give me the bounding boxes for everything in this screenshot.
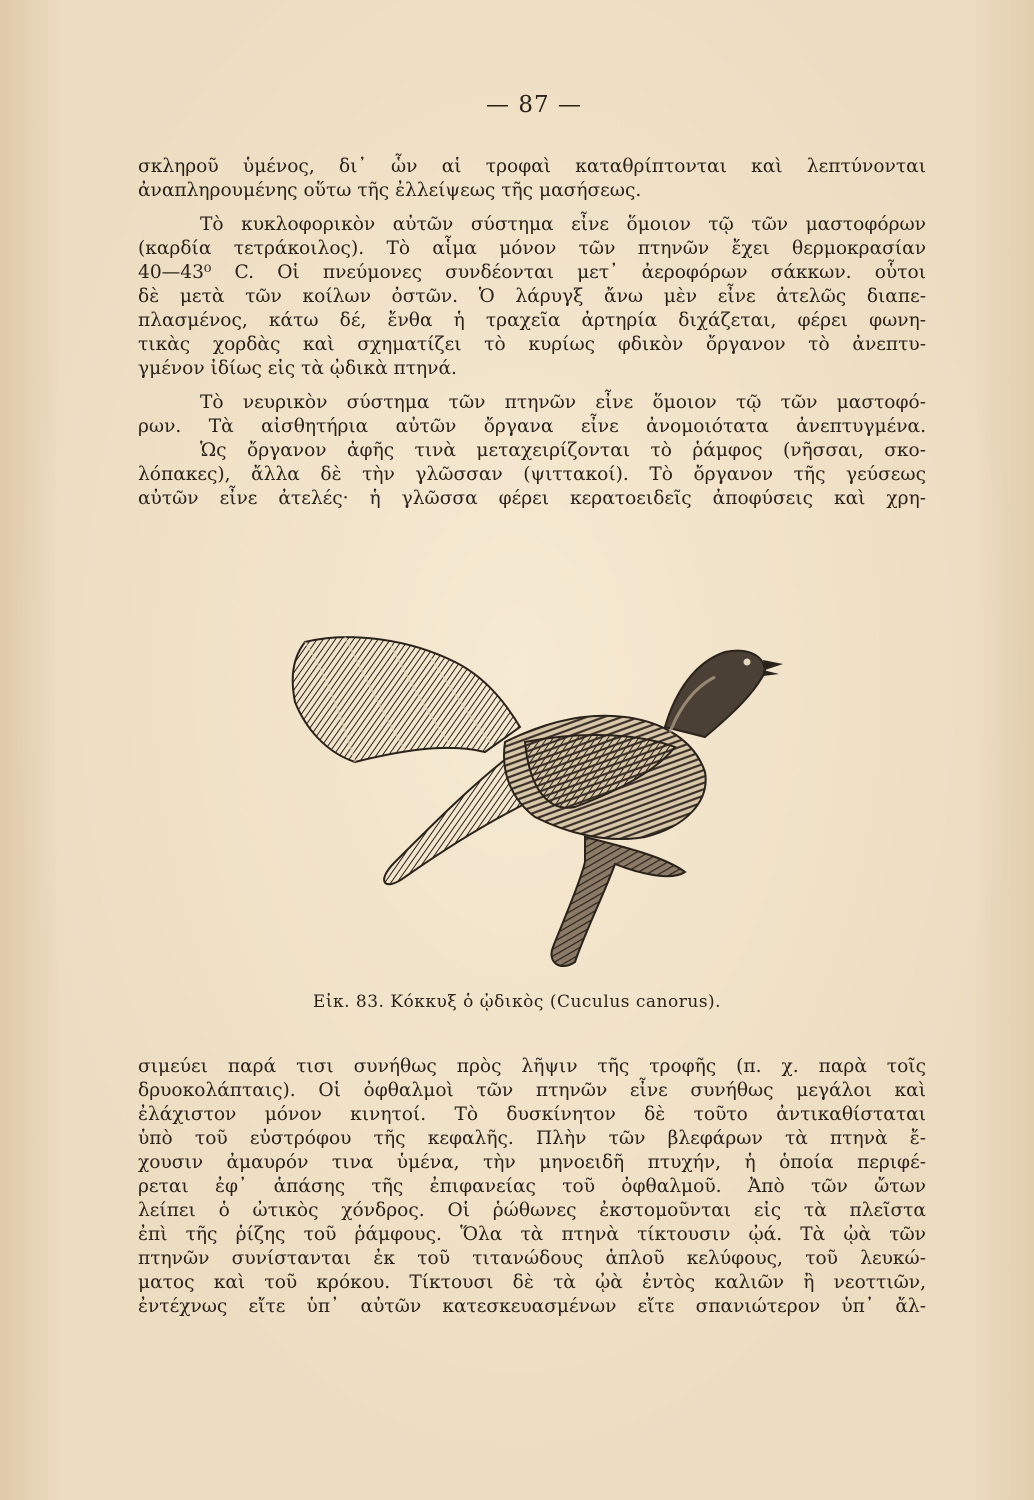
text-line: τικὰς χορδὰς καὶ σχηματίζει τὸ κυρίως φδικὸν ὄργανον τὸ ἀνεπτυ- xyxy=(138,334,926,355)
text-line: ἐντέχνως εἴτε ὑπ᾽ αὐτῶν κατεσκευασμένων εἴτε σπανιώτερον ὑπ᾽ ἄλ- xyxy=(138,1296,926,1317)
text-line: λόπακες), ἄλλα δὲ τὴν γλῶσσαν (ψιττακοί). Τὸ ὄργανον τῆς γεύσεως xyxy=(138,464,926,485)
text-line: αὐτῶν εἶνε ἀτελές· ἡ γλῶσσα φέρει κερατοειδεῖς ἀποφύσεις καὶ χρη- xyxy=(138,488,926,509)
text-line: ἐπὶ τῆς ῥίζης τοῦ ῥάμφους. Ὅλα τὰ πτηνὰ τίκτουσιν ᾠά. Τὰ ᾠὰ τῶν xyxy=(138,1224,926,1245)
text-line: Τὸ κυκλοφορικὸν αὐτῶν σύστημα εἶνε ὅμοιον τῷ τῶν μαστοφόρων xyxy=(200,214,926,235)
text-line: πλασμένος, κάτω δέ, ἔνθα ἡ τραχεῖα ἀρτηρία διχάζεται, φέρει φωνη- xyxy=(138,310,926,331)
text-line: πτηνῶν συνίστανται ἐκ τοῦ τιτανώδους ἁπλοῦ κελύφους, τοῦ λευκώ- xyxy=(138,1248,926,1269)
text-line: ρων. Τὰ αἰσθητήρια αὐτῶν ὄργανα εἶνε ἀνομοιότατα ἀνεπτυγμένα. xyxy=(138,416,926,437)
text-line: λείπει ὁ ὠτικὸς χόνδρος. Οἱ ῥώθωνες ἐκστομοῦνται εἰς τὰ πλεῖστα xyxy=(138,1200,926,1221)
text-line: χουσιν ἀμαυρόν τινα ὑμένα, τὴν μηνοειδῆ πτυχήν, ἡ ὁποία περιφέ- xyxy=(138,1152,926,1173)
text-line: ρεται ἐφ᾽ ἁπάσης τῆς ἐπιφανείας τοῦ ὀφθαλμοῦ. Ἀπὸ τῶν ὤτων xyxy=(138,1176,926,1197)
page-number: — 87 — xyxy=(486,92,582,118)
text-line: δὲ μετὰ τῶν κοίλων ὀστῶν. Ὁ λάρυγξ ἄνω μὲν εἶνε ἀτελῶς διαπε- xyxy=(138,286,926,307)
text-line: ματος καὶ τοῦ κρόκου. Τίκτουσι δὲ τὰ ᾠὰ ἐντὸς καλιῶν ἢ νεοττιῶν, xyxy=(138,1272,926,1293)
text-line: γμένον ἰδίως εἰς τὰ ᾠδικὰ πτηνά. xyxy=(138,358,457,379)
text-line: ὑπὸ τοῦ εὐστρόφου τῆς κεφαλῆς. Πλὴν τῶν βλεφάρων τὰ πτηνὰ ἔ- xyxy=(138,1128,926,1149)
text-line: σιμεύει παρά τισι συνήθως πρὸς λῆψιν τῆς τροφῆς (π. χ. παρὰ τοῖς xyxy=(138,1056,926,1077)
text-line: ἐλάχιστον μόνον κινητοί. Τὸ δυσκίνητον δὲ τοῦτο ἀντικαθίσταται xyxy=(138,1104,926,1125)
text-line: (καρδία τετράκοιλος). Τὸ αἷμα μόνον τῶν πτηνῶν ἔχει θερμοκρασίαν xyxy=(138,238,926,259)
top-text-block xyxy=(138,155,926,511)
text-line: 40—43⁰ C. Οἱ πνεύμονες συνδέονται μετ᾽ ἀεροφόρων σάκκων. οὗτοι xyxy=(138,262,926,283)
text-line: σκληροῦ ὑμένος, δι᾽ ὧν αἱ τροφαὶ καταθρίπτονται καὶ λεπτύνονται xyxy=(138,156,926,177)
text-line: Ὡς ὄργανον ἁφῆς τινὰ μεταχειρίζονται τὸ ῥάμφος (νῆσσαι, σκο- xyxy=(200,440,926,461)
figure-caption: Εἰκ. 83. Κόκκυξ ὁ ᾠδικὸς (Cuculus canorus). xyxy=(312,992,722,1012)
cuckoo-illustration xyxy=(285,632,785,982)
text-line: δρυοκολάπταις). Οἱ ὀφθαλμοὶ τῶν πτηνῶν εἶνε συνήθως μεγάλοι καὶ xyxy=(138,1080,926,1101)
text-line: Τὸ νευρικὸν σύστημα τῶν πτηνῶν εἶνε ὅμοιον τῷ τῶν μαστοφό- xyxy=(200,392,926,413)
text-line: ἀναπληρουμένης οὕτω τῆς ἐλλείψεως τῆς μασήσεως. xyxy=(138,180,642,201)
bottom-text-block xyxy=(138,1055,926,1319)
